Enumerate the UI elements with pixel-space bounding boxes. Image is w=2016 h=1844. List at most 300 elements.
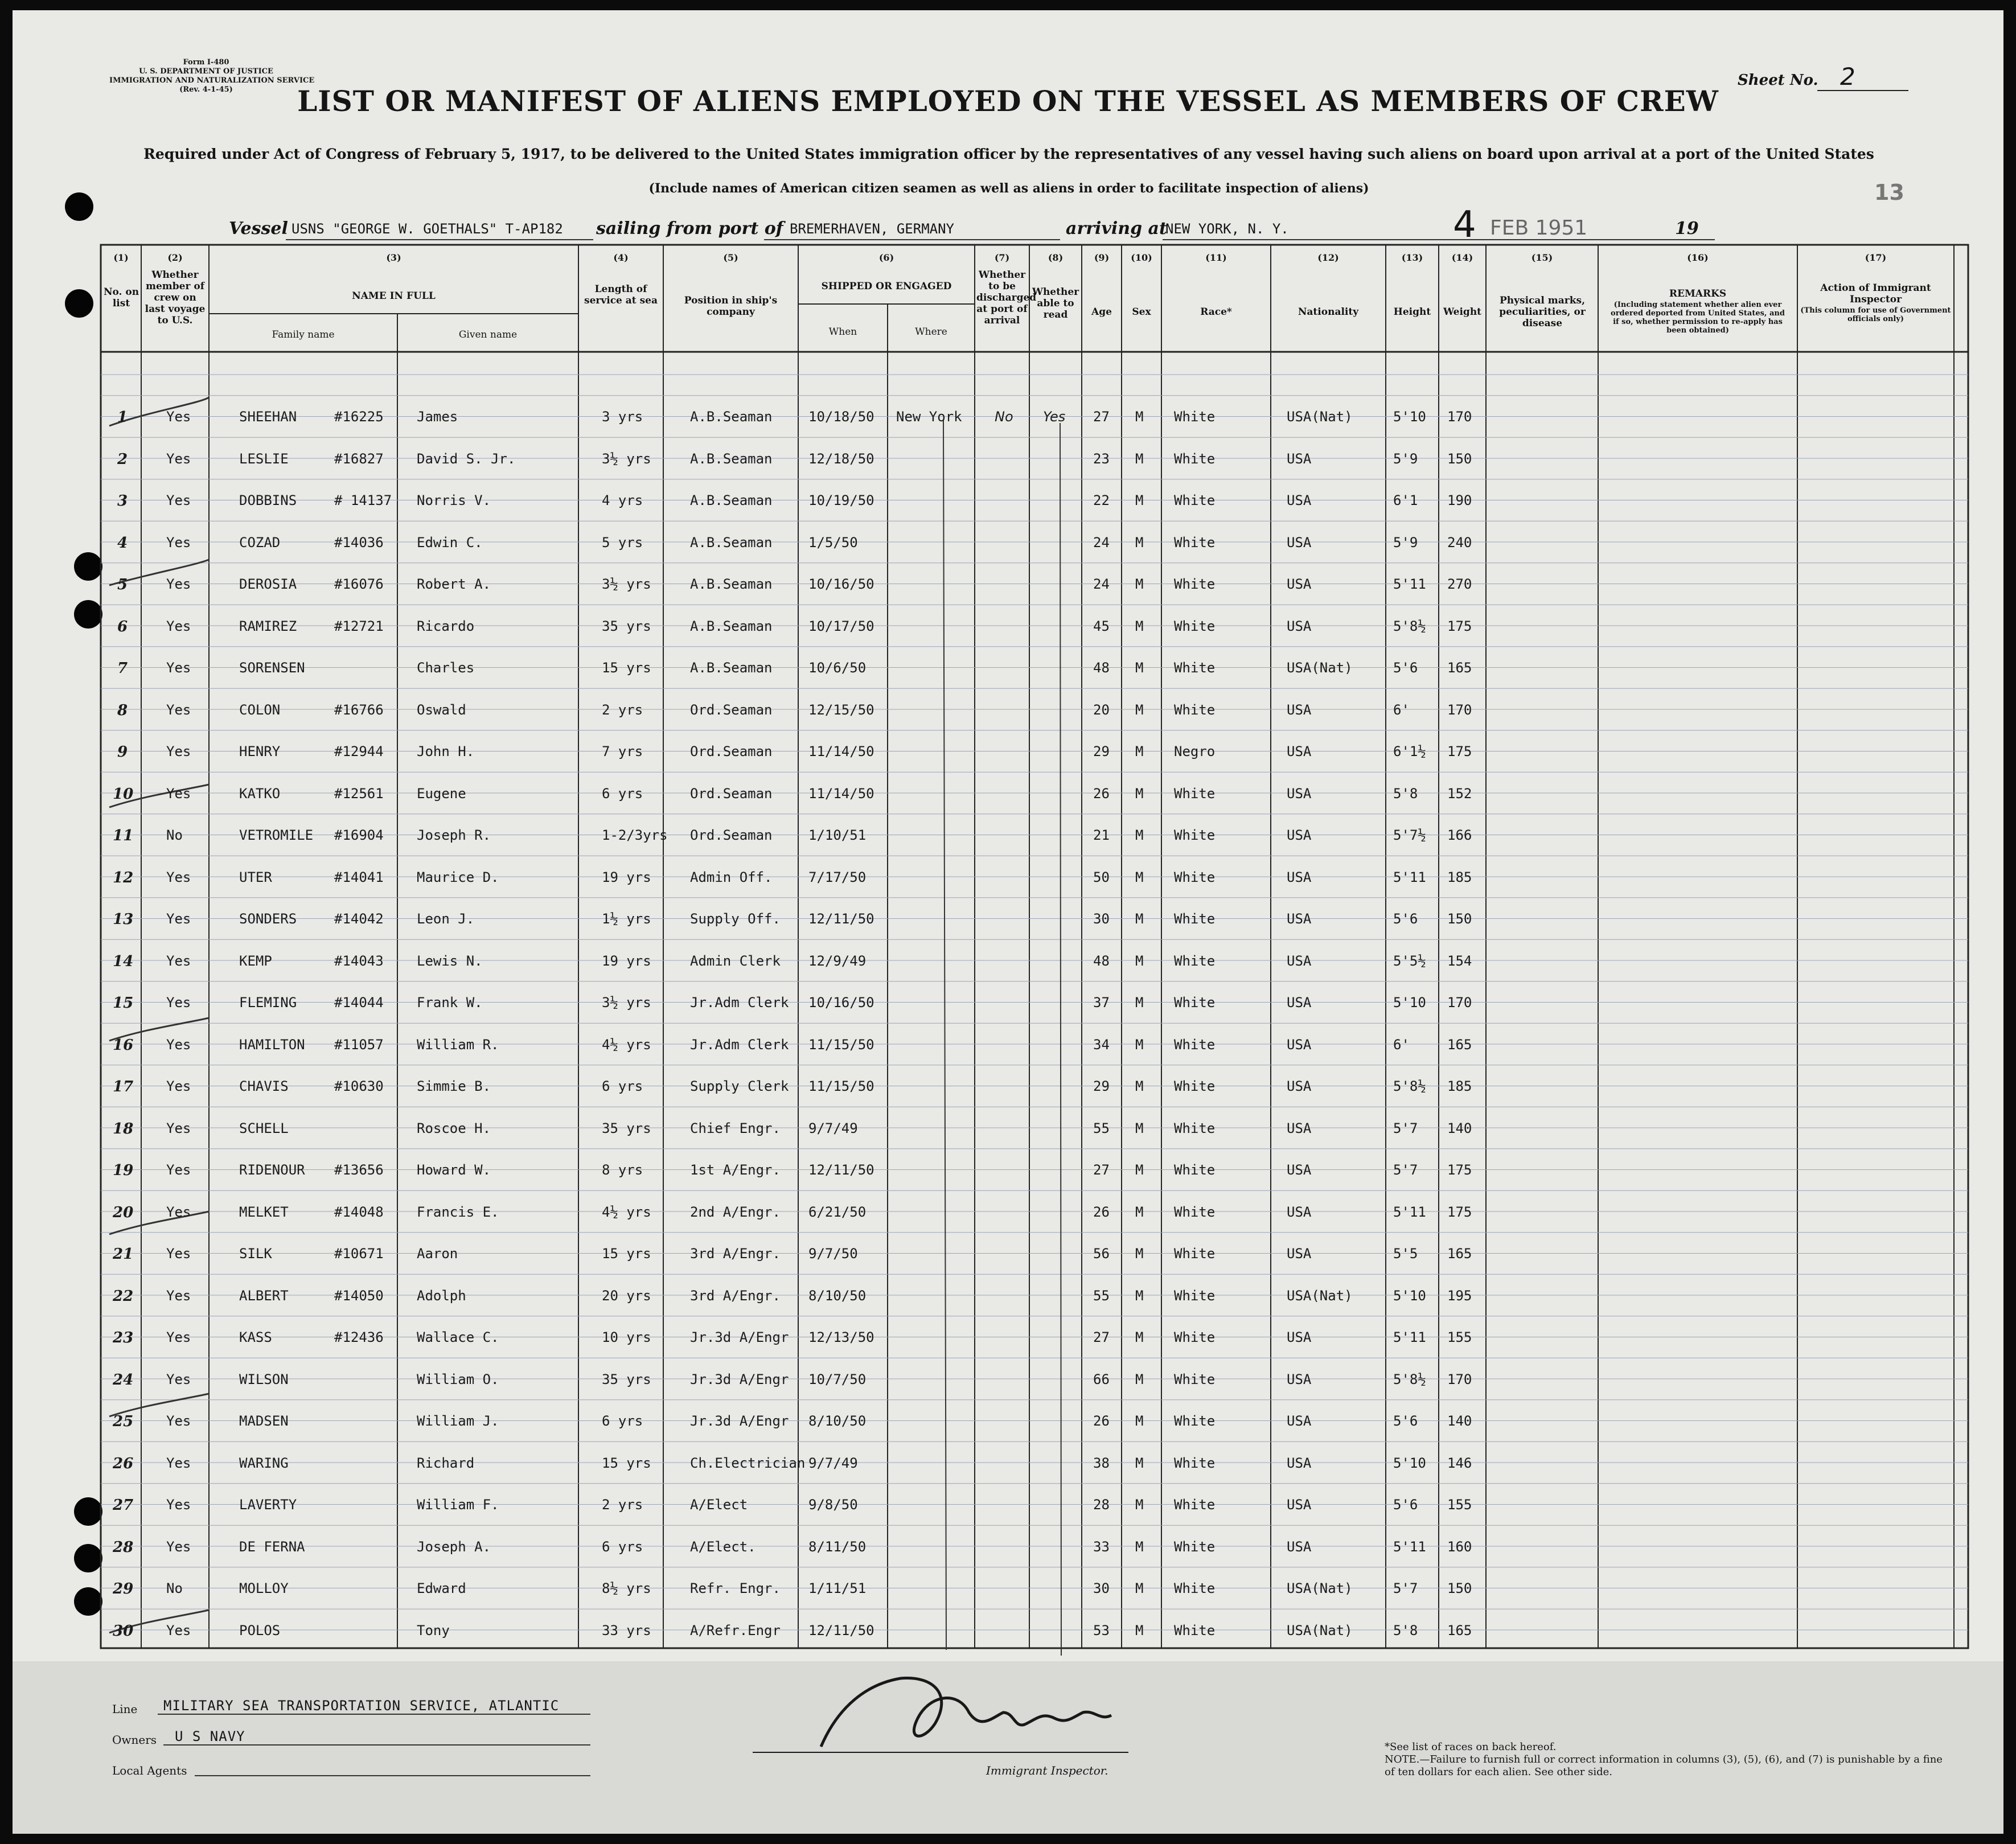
height: 5'8	[1393, 1622, 1418, 1638]
family-name: COZAD	[239, 534, 281, 551]
given-name: Frank W.	[417, 995, 483, 1011]
age: 53	[1093, 1622, 1110, 1638]
col-4-header: Length of service at sea	[584, 284, 658, 306]
col-17-number: (17)	[1865, 252, 1887, 263]
last-voyage: Yes	[166, 618, 191, 634]
family-name: ALBERT	[239, 1287, 289, 1304]
nationality: USA	[1287, 911, 1312, 927]
weight: 185	[1447, 869, 1472, 885]
sailing-from-label: sailing from port of	[596, 219, 783, 239]
age: 48	[1093, 660, 1110, 676]
last-voyage: No	[166, 827, 183, 843]
nationality: USA	[1287, 1455, 1312, 1471]
col-10-header: Sex	[1132, 306, 1151, 318]
age: 23	[1093, 450, 1110, 467]
family-name: FLEMING	[239, 995, 297, 1011]
last-voyage: Yes	[166, 409, 191, 425]
age: 24	[1093, 534, 1110, 551]
nationality: USA	[1287, 995, 1312, 1011]
position: A.B.Seaman	[690, 576, 773, 592]
sex: M	[1135, 450, 1144, 467]
shipped-when: 10/6/50	[808, 660, 867, 676]
given-name: Richard	[417, 1455, 475, 1471]
weight: 270	[1447, 576, 1472, 592]
weight: 240	[1447, 534, 1472, 551]
height: 5'6	[1393, 1497, 1418, 1513]
family-name: RIDENOUR	[239, 1162, 305, 1178]
position: Admin Clerk	[690, 952, 781, 969]
col-10-number: (10)	[1131, 252, 1152, 263]
stamp-number: 13	[1874, 180, 1904, 205]
col-8-header: Whether able to read	[1032, 286, 1079, 321]
nationality: USA	[1287, 1246, 1312, 1262]
row-number: 22	[113, 1287, 134, 1305]
position: A.B.Seaman	[690, 450, 773, 467]
row-number: 19	[113, 1162, 134, 1179]
requirement-text: Required under Act of Congress of February 5, 1917, to be delivered to the United States immigration officer by the representatives of any vessel having such aliens on board upon arrival at a port of the United States	[143, 146, 1874, 162]
length-of-service: 6 yrs	[602, 785, 643, 802]
row-number: 25	[113, 1413, 134, 1430]
page-title: LIST OR MANIFEST OF ALIENS EMPLOYED ON THE VESSEL AS MEMBERS OF CREW	[297, 84, 1719, 118]
sex: M	[1135, 1120, 1144, 1136]
sheet-number-label: Sheet No.	[1738, 72, 1818, 89]
weight: 140	[1447, 1413, 1472, 1429]
length-of-service: 1½ yrs	[602, 911, 651, 927]
family-name: MADSEN	[239, 1413, 289, 1429]
given-name: Eugene	[417, 785, 466, 802]
badge-number: #14041	[334, 869, 384, 885]
badge-number: #16076	[334, 576, 384, 592]
penalty-note: NOTE.—Failure to furnish full or correct information in columns (3), (5), (6), and (7) is punishable by a fine of ten dollars for each alien. See other side.	[1385, 1753, 1943, 1778]
last-voyage: Yes	[166, 534, 191, 551]
line-value: MILITARY SEA TRANSPORTATION SERVICE, ATLANTIC	[163, 1698, 560, 1714]
sex: M	[1135, 1580, 1144, 1596]
length-of-service: 2 yrs	[602, 701, 643, 718]
nationality: USA	[1287, 492, 1312, 508]
port-from: BREMERHAVEN, GERMANY	[790, 221, 954, 237]
length-of-service: 3½ yrs	[602, 576, 651, 592]
family-name: COLON	[239, 701, 281, 718]
length-of-service: 6 yrs	[602, 1413, 643, 1429]
family-name: POLOS	[239, 1622, 281, 1638]
shipped-when: 1/10/51	[808, 827, 867, 843]
given-name: David S. Jr.	[417, 450, 516, 467]
age: 45	[1093, 618, 1110, 634]
sex: M	[1135, 618, 1144, 634]
col-2-header: Whether member of crew on last voyage to U.S.	[145, 269, 206, 326]
col-12-number: (12)	[1317, 252, 1339, 263]
form-revision: (Rev. 4-1-45)	[179, 85, 233, 94]
badge-number: #16766	[334, 701, 384, 718]
shipped-when: 12/11/50	[808, 1162, 874, 1178]
race: White	[1174, 995, 1216, 1011]
family-name: HAMILTON	[239, 1036, 305, 1053]
last-voyage: Yes	[166, 911, 191, 927]
race: Negro	[1174, 744, 1216, 759]
col-15-header: Physical marks, peculiarities, or disease	[1499, 295, 1586, 329]
row-number: 13	[113, 911, 134, 928]
sex: M	[1135, 1371, 1144, 1387]
col-6-header: SHIPPED OR ENGAGED	[821, 281, 952, 292]
row-number: 18	[113, 1120, 134, 1137]
position: Ord.Seaman	[690, 785, 773, 802]
height: 5'11	[1393, 1204, 1426, 1220]
position: A.B.Seaman	[690, 660, 773, 676]
position: 3rd A/Engr.	[690, 1246, 781, 1262]
requirement-note: (Include names of American citizen seamen as well as aliens in order to facilitate inspection of aliens)	[648, 181, 1369, 196]
col-14-number: (14)	[1451, 252, 1473, 263]
last-voyage: Yes	[166, 701, 191, 718]
age: 28	[1093, 1497, 1110, 1513]
row-number: 28	[113, 1538, 134, 1556]
sex: M	[1135, 1538, 1144, 1555]
weight: 146	[1447, 1455, 1472, 1471]
position: A/Refr.Engr	[690, 1622, 781, 1638]
length-of-service: 4½ yrs	[602, 1036, 651, 1053]
sex: M	[1135, 1287, 1144, 1304]
given-name: Aaron	[417, 1246, 458, 1262]
sex: M	[1135, 409, 1144, 425]
row-number: 17	[113, 1078, 134, 1095]
height: 5'8	[1393, 785, 1418, 802]
table-row	[13, 691, 2003, 728]
badge-number: #14044	[334, 995, 384, 1011]
weight: 170	[1447, 995, 1472, 1011]
weight: 165	[1447, 1622, 1472, 1638]
age: 55	[1093, 1120, 1110, 1136]
given-name: Robert A.	[417, 576, 491, 592]
race: White	[1174, 534, 1216, 551]
weight: 175	[1447, 744, 1472, 759]
last-voyage: Yes	[166, 1162, 191, 1178]
age: 22	[1093, 492, 1110, 508]
shipped-where: New York	[896, 409, 962, 425]
row-number: 9	[117, 744, 128, 761]
position: A.B.Seaman	[690, 492, 773, 508]
last-voyage: Yes	[166, 952, 191, 969]
table-row	[13, 1444, 2003, 1481]
table-row	[13, 523, 2003, 561]
col-9-header: Age	[1091, 306, 1112, 318]
given-name: Ricardo	[417, 618, 475, 634]
nationality: USA	[1287, 701, 1312, 718]
length-of-service: 19 yrs	[602, 869, 651, 885]
shipped-when: 10/19/50	[808, 492, 874, 508]
race: White	[1174, 1036, 1216, 1053]
sex: M	[1135, 1329, 1144, 1345]
nationality: USA	[1287, 576, 1312, 592]
nationality: USA(Nat)	[1287, 1580, 1353, 1596]
length-of-service: 33 yrs	[602, 1622, 651, 1638]
col-16-number: (16)	[1687, 252, 1709, 263]
given-name: Tony	[417, 1622, 450, 1638]
height: 5'10	[1393, 1455, 1426, 1471]
immigrant-inspector-label: Immigrant Inspector.	[986, 1764, 1108, 1777]
shipped-when: 9/7/49	[808, 1455, 858, 1471]
given-name: Charles	[417, 660, 475, 676]
weight: 154	[1447, 952, 1472, 969]
length-of-service: 3½ yrs	[602, 450, 651, 467]
sex: M	[1135, 1497, 1144, 1513]
length-of-service: 7 yrs	[602, 744, 643, 759]
given-name-header: Given name	[458, 329, 518, 340]
age: 27	[1093, 409, 1110, 425]
race: White	[1174, 576, 1216, 592]
shipped-when: 8/10/50	[808, 1287, 867, 1304]
shipped-when: 12/15/50	[808, 701, 874, 718]
height: 6'	[1393, 701, 1410, 718]
sex: M	[1135, 1246, 1144, 1262]
family-name: SORENSEN	[239, 660, 305, 676]
length-of-service: 20 yrs	[602, 1287, 651, 1304]
given-name: William F.	[417, 1497, 499, 1513]
badge-number: #12436	[334, 1329, 384, 1345]
row-number: 30	[113, 1622, 134, 1640]
badge-number: #13656	[334, 1162, 384, 1178]
race: White	[1174, 952, 1216, 969]
given-name: Joseph A.	[417, 1538, 491, 1555]
manifest-sheet	[13, 10, 2003, 1834]
sex: M	[1135, 1455, 1144, 1471]
row-number: 11	[113, 827, 134, 844]
last-voyage: Yes	[166, 450, 191, 467]
height: 5'7	[1393, 1120, 1418, 1136]
year-label: 19	[1675, 219, 1699, 239]
length-of-service: 4 yrs	[602, 492, 643, 508]
length-of-service: 3 yrs	[602, 409, 643, 425]
family-name: HENRY	[239, 744, 281, 759]
row-number: 12	[113, 869, 134, 886]
family-name: SHEEHAN	[239, 409, 297, 425]
last-voyage: Yes	[166, 1329, 191, 1345]
shipped-when: 6/21/50	[808, 1204, 867, 1220]
table-row	[13, 942, 2003, 979]
nationality: USA(Nat)	[1287, 660, 1353, 676]
family-name: MOLLOY	[239, 1580, 289, 1596]
nationality: USA	[1287, 1204, 1312, 1220]
weight: 190	[1447, 492, 1472, 508]
nationality: USA	[1287, 1162, 1312, 1178]
shipped-when: 10/16/50	[808, 576, 874, 592]
position: Jr.Adm Clerk	[690, 1036, 789, 1053]
weight: 152	[1447, 785, 1472, 802]
position: Jr.3d A/Engr	[690, 1329, 789, 1345]
family-name: SILK	[239, 1246, 272, 1262]
family-name: DE FERNA	[239, 1538, 305, 1555]
nationality: USA	[1287, 1078, 1312, 1094]
vessel-label: Vessel	[229, 219, 288, 239]
table-row	[13, 1109, 2003, 1147]
sex: M	[1135, 785, 1144, 802]
table-row	[13, 1360, 2003, 1398]
table-row	[13, 858, 2003, 896]
col-16-header: REMARKS	[1669, 288, 1727, 299]
age: 37	[1093, 995, 1110, 1011]
nationality: USA	[1287, 869, 1312, 885]
weight: 150	[1447, 1580, 1472, 1596]
shipped-when: 10/16/50	[808, 995, 874, 1011]
given-name: Oswald	[417, 701, 466, 718]
row-number: 8	[117, 701, 128, 719]
race: White	[1174, 409, 1216, 425]
length-of-service: 15 yrs	[602, 660, 651, 676]
col-12-header: Nationality	[1298, 306, 1359, 318]
age: 20	[1093, 701, 1110, 718]
length-of-service: 1-2/3yrs	[602, 827, 668, 843]
sheet-number-value: 2	[1840, 63, 1855, 91]
col-5-header: Position in ship's company	[684, 295, 778, 318]
age: 29	[1093, 1078, 1110, 1094]
length-of-service: 2 yrs	[602, 1497, 643, 1513]
col-2-number: (2)	[167, 252, 183, 263]
height: 5'8½	[1393, 1078, 1426, 1094]
length-of-service: 10 yrs	[602, 1329, 651, 1345]
table-row	[13, 1527, 2003, 1565]
race: White	[1174, 1455, 1216, 1471]
last-voyage: Yes	[166, 785, 191, 802]
col-13-number: (13)	[1401, 252, 1423, 263]
length-of-service: 4½ yrs	[602, 1204, 651, 1220]
length-of-service: 3½ yrs	[602, 995, 651, 1011]
height: 5'5	[1393, 1246, 1418, 1262]
position: A/Elect	[690, 1497, 748, 1513]
badge-number: #12561	[334, 785, 384, 802]
height: 5'10	[1393, 409, 1426, 425]
last-voyage: Yes	[166, 1413, 191, 1429]
row-number: 4	[117, 534, 128, 552]
race: White	[1174, 1162, 1216, 1178]
col-15-number: (15)	[1531, 252, 1553, 263]
row-number: 2	[117, 450, 128, 468]
position: Chief Engr.	[690, 1120, 781, 1136]
shipped-when: 11/14/50	[808, 744, 874, 759]
last-voyage: Yes	[166, 1078, 191, 1094]
footer-note	[1385, 1741, 1954, 1779]
age: 21	[1093, 827, 1110, 843]
nationality: USA(Nat)	[1287, 1287, 1353, 1304]
weight: 170	[1447, 701, 1472, 718]
shipped-when: 1/11/51	[808, 1580, 867, 1596]
position: A.B.Seaman	[690, 409, 773, 425]
family-name: MELKET	[239, 1204, 289, 1220]
table-row	[13, 1025, 2003, 1063]
shipped-when: 9/7/50	[808, 1246, 858, 1262]
race: White	[1174, 911, 1216, 927]
last-voyage: Yes	[166, 1036, 191, 1053]
given-name: Wallace C.	[417, 1329, 499, 1345]
nationality: USA	[1287, 827, 1312, 843]
shipped-when: 9/7/49	[808, 1120, 858, 1136]
race: White	[1174, 1371, 1216, 1387]
weight: 160	[1447, 1538, 1472, 1555]
row-number: 10	[113, 785, 134, 803]
race: White	[1174, 1538, 1216, 1555]
position: Supply Off.	[690, 911, 781, 927]
age: 26	[1093, 785, 1110, 802]
nationality: USA	[1287, 534, 1312, 551]
race: White	[1174, 492, 1216, 508]
col-5-number: (5)	[723, 252, 738, 263]
table-row	[13, 900, 2003, 937]
last-voyage: Yes	[166, 1371, 191, 1387]
race: White	[1174, 1078, 1216, 1094]
family-name-header: Family name	[272, 329, 335, 340]
service-name: IMMIGRATION AND NATURALIZATION SERVICE	[109, 76, 315, 85]
badge-number: #14043	[334, 952, 384, 969]
shipped-when: 12/9/49	[808, 952, 867, 969]
family-name: WARING	[239, 1455, 289, 1471]
length-of-service: 6 yrs	[602, 1078, 643, 1094]
race: White	[1174, 1329, 1216, 1345]
col-4-number: (4)	[613, 252, 629, 263]
weight: 175	[1447, 1204, 1472, 1220]
row-number: 3	[117, 492, 128, 510]
family-name: LAVERTY	[239, 1497, 297, 1513]
owners-label: Owners	[112, 1733, 157, 1747]
when-header: When	[828, 326, 857, 338]
height: 5'7½	[1393, 827, 1426, 843]
table-row	[13, 1402, 2003, 1439]
age: 55	[1093, 1287, 1110, 1304]
height: 5'9	[1393, 534, 1418, 551]
sex: M	[1135, 952, 1144, 969]
family-name: KASS	[239, 1329, 272, 1345]
height: 5'7	[1393, 1162, 1418, 1178]
family-name: KEMP	[239, 952, 272, 969]
row-number: 15	[113, 995, 134, 1012]
nationality: USA	[1287, 1329, 1312, 1345]
position: Ord.Seaman	[690, 827, 773, 843]
sex: M	[1135, 660, 1144, 676]
shipped-when: 10/18/50	[808, 409, 874, 425]
row-number: 20	[113, 1204, 134, 1221]
height: 6'	[1393, 1036, 1410, 1053]
height: 5'11	[1393, 1538, 1426, 1555]
row-number: 29	[113, 1580, 134, 1597]
shipped-when: 11/14/50	[808, 785, 874, 802]
row-number: 21	[113, 1246, 134, 1263]
given-name: William O.	[417, 1371, 499, 1387]
position: Ord.Seaman	[690, 701, 773, 718]
arrival-day: 4	[1453, 204, 1476, 246]
race: White	[1174, 1413, 1216, 1429]
height: 5'9	[1393, 450, 1418, 467]
badge-number: #16225	[334, 409, 384, 425]
table-row	[13, 1067, 2003, 1104]
nationality: USA	[1287, 1036, 1312, 1053]
sex: M	[1135, 576, 1144, 592]
sex: M	[1135, 1204, 1144, 1220]
given-name: Adolph	[417, 1287, 466, 1304]
position: Admin Off.	[690, 869, 773, 885]
table-row	[13, 1276, 2003, 1314]
age: 30	[1093, 1580, 1110, 1596]
length-of-service: 15 yrs	[602, 1455, 651, 1471]
weight: 150	[1447, 450, 1472, 467]
row-number: 27	[113, 1497, 134, 1514]
position: 3rd A/Engr.	[690, 1287, 781, 1304]
height: 6'1½	[1393, 744, 1426, 759]
col-16-subheader: (Including statement whether alien ever ordered deported from United States, and if so, whether permission to re-apply has been obtained)	[1611, 301, 1785, 335]
nationality: USA(Nat)	[1287, 409, 1353, 425]
given-name: James	[417, 409, 458, 425]
shipped-when: 12/13/50	[808, 1329, 874, 1345]
age: 29	[1093, 744, 1110, 759]
age: 26	[1093, 1413, 1110, 1429]
badge-number: #12721	[334, 618, 384, 634]
height: 5'5½	[1393, 952, 1426, 969]
line-label: Line	[112, 1702, 138, 1716]
